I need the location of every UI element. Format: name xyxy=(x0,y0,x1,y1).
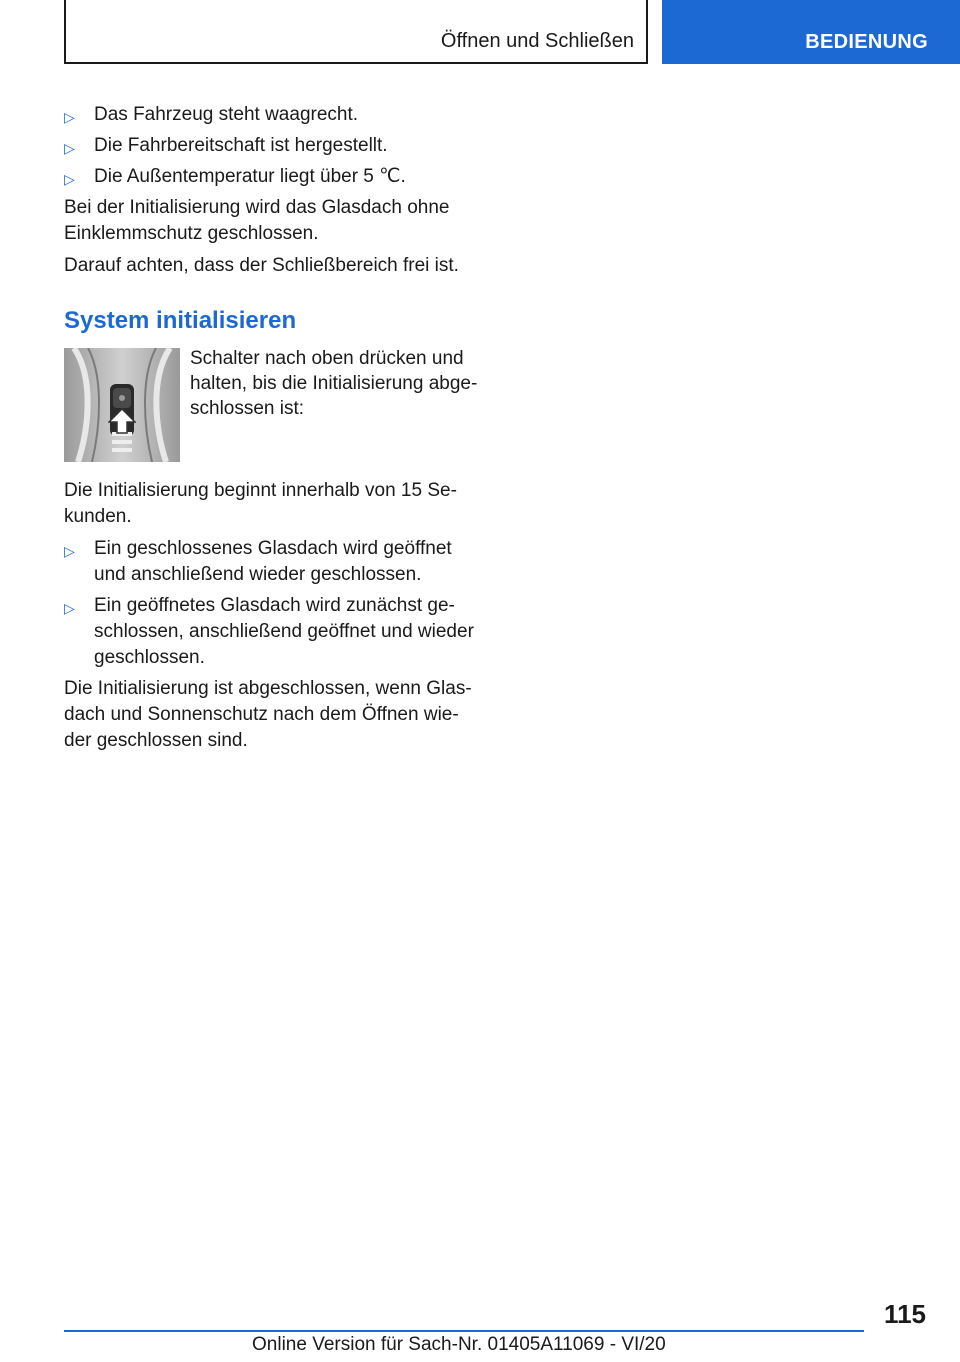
chapter-title: Öffnen und Schließen xyxy=(440,30,634,52)
section-label: BEDIENUNG xyxy=(805,31,928,53)
triangle-right-icon: ▷ xyxy=(64,600,75,616)
list-item-text: Das Fahrzeug steht waagrecht. xyxy=(94,104,359,125)
list-item xyxy=(64,164,482,190)
list-item-text: Ein geöffnetes Glasdach wird zunächst ge-schlossen, anschließend geöffnet und wieder geschlossen. xyxy=(94,595,474,668)
figure-row xyxy=(64,346,482,464)
list-item xyxy=(64,536,482,588)
header-section-tab[interactable] xyxy=(662,0,960,64)
triangle-right-icon: ▷ xyxy=(64,171,75,187)
triangle-right-icon: ▷ xyxy=(64,543,75,559)
list-item xyxy=(64,133,482,159)
switch-illustration xyxy=(64,348,180,462)
list-item-text: Die Außentemperatur liegt über 5 ℃. xyxy=(94,166,406,187)
arrow-up-icon xyxy=(108,408,136,434)
header-chapter-box xyxy=(64,0,648,64)
page-number: 115 xyxy=(884,1299,926,1329)
list-item xyxy=(64,593,482,671)
list-item-text: Die Fahrbereitschaft ist hergestellt. xyxy=(94,135,388,156)
triangle-right-icon: ▷ xyxy=(64,109,75,125)
footer-version: Online Version für Sach-Nr. 01405A11069 - VI/20 xyxy=(252,1334,666,1355)
paragraph: Bei der Initialisierung wird das Glasdach ohne Einklemmschutz geschlossen. xyxy=(64,197,450,244)
figure-caption: Schalter nach oben drücken und halten, bis die Initialisierung abge-schlossen ist: xyxy=(190,348,478,419)
paragraph: Darauf achten, dass der Schließbereich frei ist. xyxy=(64,255,459,276)
page-content xyxy=(64,102,482,760)
paragraph: Die Initialisierung ist abgeschlossen, wenn Glas-dach und Sonnenschutz nach dem Öffnen wie-der geschlossen sind. xyxy=(64,678,472,751)
triangle-right-icon: ▷ xyxy=(64,140,75,156)
list-item xyxy=(64,102,482,128)
paragraph: Die Initialisierung beginnt innerhalb von 15 Se-kunden. xyxy=(64,480,457,527)
footer-divider xyxy=(64,1330,864,1332)
section-heading: System initialisieren xyxy=(64,307,297,334)
list-item-text: Ein geschlossenes Glasdach wird geöffnet und anschließend wieder geschlossen. xyxy=(94,538,452,585)
